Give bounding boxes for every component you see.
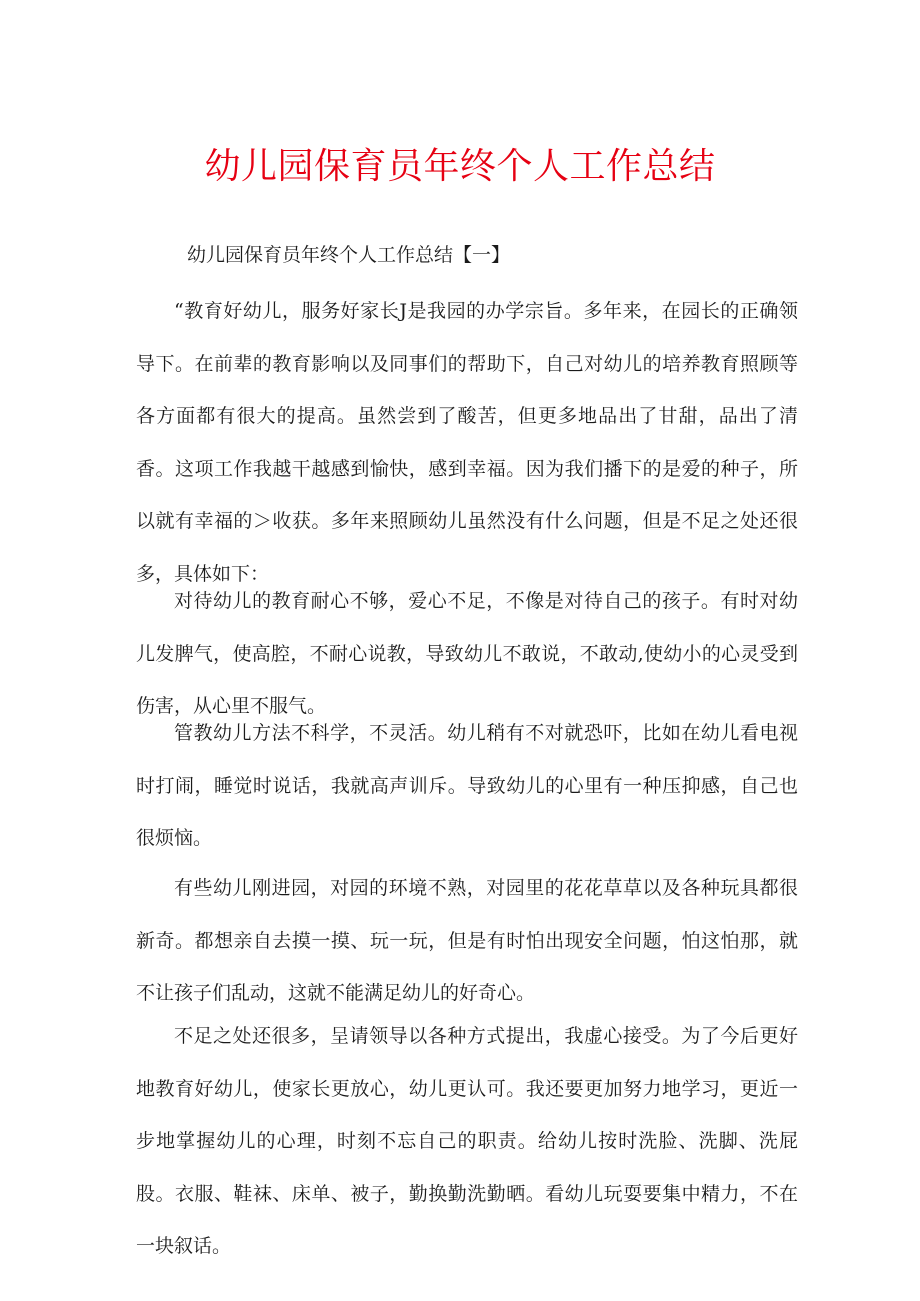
section-heading: 幼儿园保育员年终个人工作总结【一】 <box>187 244 511 266</box>
paragraph-curiosity: 有些幼儿刚进园，对园的环境不熟，对园里的花花草草以及各种玩具都很新奇。都想亲自去摸一摸、玩一玩，但是有时怕出现安全问题，怕这怕那，就不让孩子们乱动，这就不能满足幼儿的好奇心。 <box>136 877 798 1004</box>
document-title: 幼儿园保育员年终个人工作总结 <box>204 146 716 187</box>
paragraph-improvement: 不足之处还很多，呈请领导以各种方式提出，我虚心接受。为了今后更好地教育好幼儿，使家长更放心，幼儿更认可。我还要更加努力地学习，更近一步地掌握幼儿的心理，时刻不忘自己的职责。给幼儿按时洗脸、洗脚、洗屁股。衣服、鞋袜、床单、被子，勤换勤洗勤晒。看幼儿玩耍要集中精力，不在一块叙话。 <box>136 1025 798 1257</box>
paragraph-methods: 管教幼儿方法不科学，不灵活。幼儿稍有不对就恐吓，比如在幼儿看电视时打闹，睡觉时说话，我就高声训斥。导致幼儿的心里有一种压抑感，自己也很烦恼。 <box>136 722 798 849</box>
paragraph-patience: 对待幼儿的教育耐心不够，爱心不足，不像是对待自己的孩子。有时对幼儿发脾气，使高腔，不耐心说教，导致幼儿不敢说，不敢动,使幼小的心灵受到伤害，从心里不服气。 <box>136 590 798 717</box>
paragraph-intro: “教育好幼儿，服务好家长J是我园的办学宗旨。多年来，在园长的正确领导下。在前辈的教育影响以及同事们的帮助下，自己对幼儿的培养教育照顾等各方面都有很大的提高。虽然尝到了酸苦，但更多地品出了甘甜，品出了清香。这项工作我越干越感到愉快，感到幸福。因为我们播下的是爱的种子，所以就有幸福的＞收获。多年来照顾幼儿虽然没有什么问题，但是不足之处还很多，具体如下： <box>136 300 798 585</box>
